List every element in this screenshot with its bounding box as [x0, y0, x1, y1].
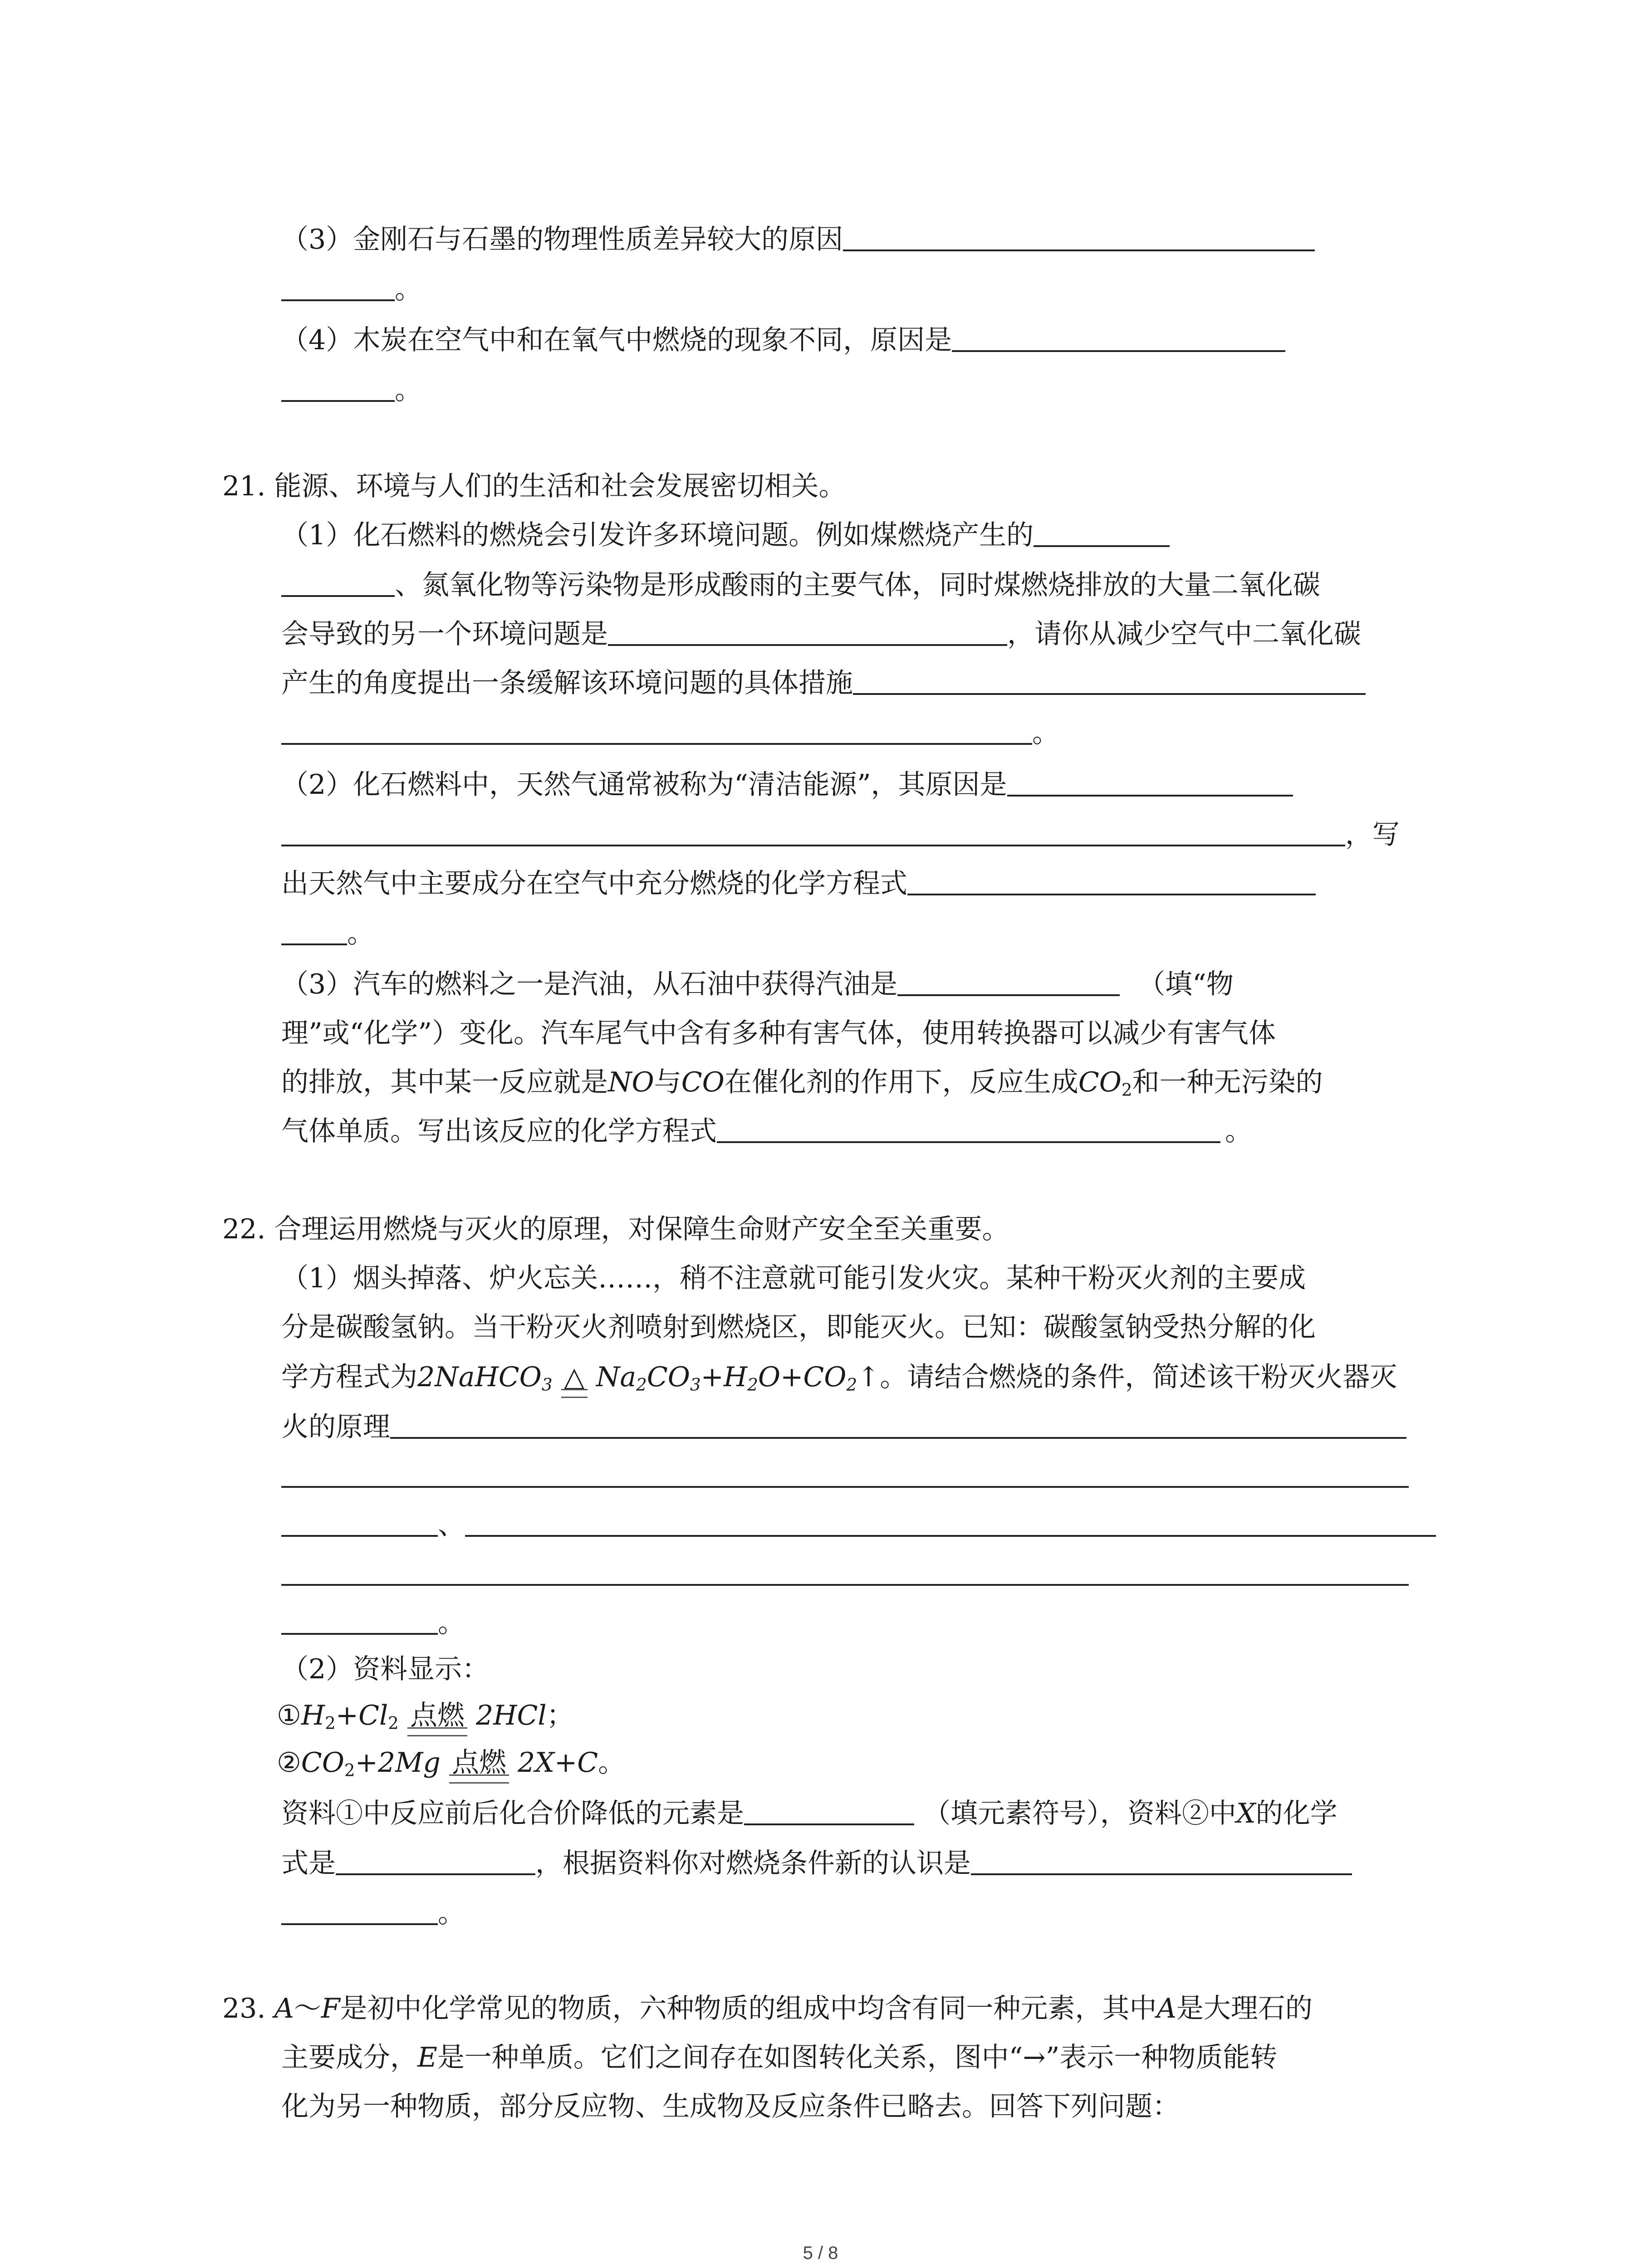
- answer-blank[interactable]: [952, 323, 1285, 352]
- answer-line[interactable]: [281, 1486, 1409, 1488]
- q21-part2-a: （2）化石燃料中，天然气通常被称为“清洁能源”，其原因是: [281, 767, 1293, 803]
- answer-line[interactable]: [281, 1584, 1409, 1586]
- q20-part4: （4）木炭在空气中和在氧气中燃烧的现象不同，原因是: [281, 322, 1285, 358]
- answer-blank[interactable]: [853, 666, 1366, 695]
- q21-part1-c: 会导致的另一个环境问题是 ，请你从减少空气中二氧化碳: [281, 616, 1361, 652]
- gas-arrow: ↑: [857, 1361, 880, 1393]
- answer-blank[interactable]: [717, 1114, 1220, 1143]
- q21-part2-c: 出天然气中主要成分在空气中充分燃烧的化学方程式: [281, 865, 1316, 902]
- q20-part4-cont: 。: [281, 372, 422, 408]
- q22-part2-q-b: 式是 ，根据资料你对燃烧条件新的认识是: [281, 1845, 1352, 1882]
- answer-blank[interactable]: [465, 1508, 1436, 1537]
- q21-stem: 21. 能源、环境与人们的生活和社会发展密切相关。: [222, 470, 846, 502]
- answer-blank[interactable]: [281, 716, 1032, 745]
- q22-part1-c: 学方程式为2NaHCO$_3$ △ $Na_2CO_3+H_2O+CO_2↑$。请结合燃烧的条件，简述该干粉灭火器灭: [281, 1359, 1397, 1395]
- q22-part2-q-a: 资料①中反应前后化合价降低的元素是 （填元素符号），资料②中X的化学: [281, 1795, 1337, 1832]
- q22-part1-f: 。: [281, 1605, 465, 1641]
- answer-blank[interactable]: [390, 1410, 1406, 1439]
- q20-part3: （3）金刚石与石墨的物理性质差异较大的原因: [281, 221, 1315, 258]
- answer-blank[interactable]: [336, 1846, 535, 1875]
- answer-blank[interactable]: [608, 617, 1007, 646]
- q22-part1-a: （1）烟头掉落、炉火忘关……，稍不注意就可能引发火灾。某种干粉灭火剂的主要成: [281, 1262, 1306, 1294]
- q21-part1-d: 产生的角度提出一条缓解该环境问题的具体措施: [281, 665, 1366, 701]
- heat-condition: △: [561, 1359, 588, 1395]
- answer-blank[interactable]: [281, 1606, 438, 1635]
- q23-line-1: 23. A～F是初中化学常见的物质，六种物质的组成中均含有同一种元素，其中A是大理石的: [222, 1993, 1313, 2024]
- answer-blank[interactable]: [843, 222, 1315, 251]
- q21-part3-c: 的排放，其中某一反应就是NO与CO在催化剂的作用下，反应生成$CO_2$和一种无污染的: [281, 1066, 1323, 1100]
- q21-part3-a: （3）汽车的燃料之一是汽油，从石油中获得汽油是 （填“物: [281, 966, 1234, 1002]
- answer-blank[interactable]: [281, 373, 395, 402]
- q22-stem: 22. 合理运用燃烧与灭火的原理，对保障生命财产安全至关重要。: [222, 1213, 1009, 1245]
- equation-nahco3: 2NaHCO$_3$: [417, 1361, 553, 1395]
- q22-part1-e: 、: [281, 1507, 1436, 1543]
- q21-part1-b: 、氮氧化物等污染物是形成酸雨的主要气体，同时煤燃烧排放的大量二氧化碳: [281, 567, 1320, 603]
- equation-products: $Na_2CO_3+H_2O+CO_2$: [596, 1361, 857, 1395]
- q21-part2-b: ，写: [281, 816, 1400, 853]
- q21-part3-d: 气体单质。写出该反应的化学方程式 。: [281, 1113, 1252, 1149]
- ignite-condition: 点燃: [407, 1697, 467, 1734]
- answer-blank[interactable]: [281, 568, 395, 597]
- answer-blank[interactable]: [971, 1846, 1352, 1875]
- answer-blank[interactable]: [281, 916, 347, 945]
- q22-part2-q-c: 。: [281, 1895, 465, 1931]
- ignite-condition: 点燃: [449, 1745, 509, 1781]
- q21-part1-e: 。: [281, 715, 1059, 751]
- page-number: 5 / 8: [803, 2243, 838, 2263]
- answer-blank[interactable]: [1007, 767, 1293, 797]
- q22-part2-title: （2）资料显示：: [281, 1653, 490, 1685]
- answer-blank[interactable]: [897, 967, 1120, 996]
- answer-blank[interactable]: [907, 866, 1316, 895]
- q21-part3-b: 理”或“化学”）变化。汽车尾气中含有多种有害气体，使用转换器可以减少有害气体: [281, 1017, 1276, 1049]
- answer-blank[interactable]: [744, 1796, 914, 1825]
- q22-reaction-2: $②CO_2+2Mg$ 点燃 2X+C。: [277, 1745, 625, 1781]
- answer-blank[interactable]: [281, 272, 395, 301]
- q21-part2-d: 。: [281, 915, 374, 952]
- q22-part1-b: 分是碳酸氢钠。当干粉灭火剂喷射到燃烧区，即能灭火。已知：碳酸氢钠受热分解的化: [281, 1311, 1316, 1343]
- q21-part1-a: （1）化石燃料的燃烧会引发许多环境问题。例如煤燃烧产生的: [281, 517, 1170, 553]
- answer-blank[interactable]: [1034, 518, 1170, 547]
- q22-reaction-1: $①H_2+Cl_2$ 点燃 2HCl；: [277, 1697, 574, 1734]
- q22-part1-d: 火的原理: [281, 1409, 1406, 1445]
- answer-blank[interactable]: [281, 1896, 438, 1925]
- q20-part3-cont: 。: [281, 271, 422, 308]
- answer-blank[interactable]: [281, 817, 1345, 846]
- q23-line-2: 主要成分，E是一种单质。它们之间存在如图转化关系，图中“→”表示一种物质能转: [281, 2042, 1278, 2073]
- answer-blank[interactable]: [281, 1508, 438, 1537]
- q23-line-3: 化为另一种物质，部分反应物、生成物及反应条件已略去。回答下列问题：: [281, 2091, 1180, 2122]
